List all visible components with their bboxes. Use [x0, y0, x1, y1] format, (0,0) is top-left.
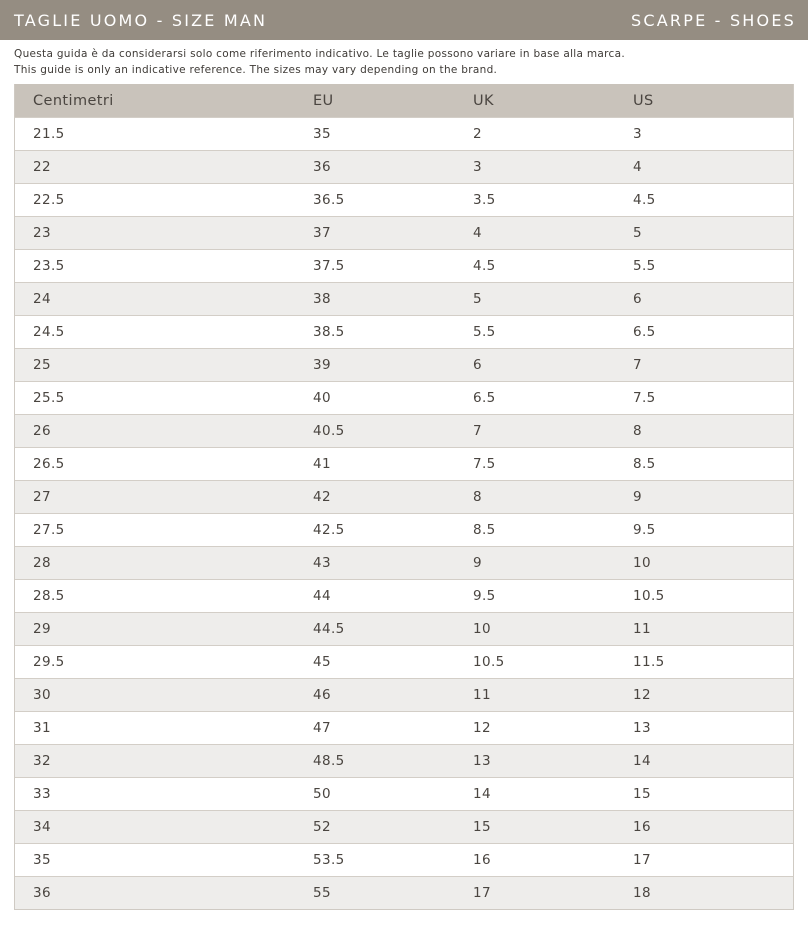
cell-us: 6: [633, 291, 642, 307]
cell-us: 18: [633, 885, 651, 901]
cell-us: 16: [633, 819, 651, 835]
cell-eu: 42.5: [313, 522, 345, 538]
cell-eu: 44.5: [313, 621, 345, 637]
table-row: [15, 612, 793, 645]
cell-us: 9.5: [633, 522, 656, 538]
table-row: [15, 678, 793, 711]
table-row: [15, 876, 793, 909]
cell-uk: 5: [473, 291, 482, 307]
cell-eu: 47: [313, 720, 331, 736]
cell-uk: 17: [473, 885, 491, 901]
cell-eu: 45: [313, 654, 331, 670]
cell-us: 9: [633, 489, 642, 505]
cell-eu: 36: [313, 159, 331, 175]
cell-us: 8.5: [633, 456, 656, 472]
table-row: [15, 546, 793, 579]
table-header-row: [15, 84, 793, 117]
table-row: [15, 579, 793, 612]
cell-uk: 12: [473, 720, 491, 736]
cell-eu: 38: [313, 291, 331, 307]
cell-us: 4.5: [633, 192, 656, 208]
cell-centimetri: 27.5: [33, 522, 65, 538]
cell-centimetri: 23: [33, 225, 51, 241]
cell-uk: 2: [473, 126, 482, 142]
cell-centimetri: 29: [33, 621, 51, 637]
cell-eu: 44: [313, 588, 331, 604]
cell-centimetri: 28.5: [33, 588, 65, 604]
cell-us: 4: [633, 159, 642, 175]
cell-eu: 42: [313, 489, 331, 505]
cell-centimetri: 21.5: [33, 126, 65, 142]
cell-uk: 3: [473, 159, 482, 175]
table-row: [15, 414, 793, 447]
cell-us: 5.5: [633, 258, 656, 274]
cell-eu: 43: [313, 555, 331, 571]
cell-us: 8: [633, 423, 642, 439]
cell-us: 11.5: [633, 654, 665, 670]
table-row: [15, 282, 793, 315]
cell-eu: 38.5: [313, 324, 345, 340]
cell-centimetri: 26.5: [33, 456, 65, 472]
header-eu: EU: [313, 92, 334, 109]
cell-uk: 10.5: [473, 654, 505, 670]
table-row: [15, 315, 793, 348]
cell-eu: 40: [313, 390, 331, 406]
header-uk: UK: [473, 92, 494, 109]
table-row: [15, 480, 793, 513]
cell-us: 7.5: [633, 390, 656, 406]
cell-us: 14: [633, 753, 651, 769]
cell-uk: 10: [473, 621, 491, 637]
cell-uk: 3.5: [473, 192, 496, 208]
cell-uk: 13: [473, 753, 491, 769]
cell-uk: 7.5: [473, 456, 496, 472]
page-title: TAGLIE UOMO - SIZE MAN: [14, 10, 268, 30]
cell-centimetri: 24.5: [33, 324, 65, 340]
cell-uk: 6: [473, 357, 482, 373]
cell-centimetri: 28: [33, 555, 51, 571]
cell-uk: 8: [473, 489, 482, 505]
cell-centimetri: 27: [33, 489, 51, 505]
table-row: [15, 843, 793, 876]
cell-uk: 4.5: [473, 258, 496, 274]
cell-uk: 16: [473, 852, 491, 868]
table-row: [15, 381, 793, 414]
header-us: US: [633, 92, 654, 109]
cell-centimetri: 34: [33, 819, 51, 835]
cell-centimetri: 22.5: [33, 192, 65, 208]
cell-us: 10.5: [633, 588, 665, 604]
cell-us: 5: [633, 225, 642, 241]
cell-eu: 36.5: [313, 192, 345, 208]
cell-centimetri: 24: [33, 291, 51, 307]
cell-eu: 48.5: [313, 753, 345, 769]
table-row: [15, 183, 793, 216]
cell-us: 15: [633, 786, 651, 802]
cell-us: 6.5: [633, 324, 656, 340]
disclaimer-italian: Questa guida è da considerarsi solo come riferimento indicativo. Le taglie possono variare in base alla marca.: [14, 48, 625, 60]
table-row: [15, 645, 793, 678]
table-row: [15, 810, 793, 843]
cell-centimetri: 23.5: [33, 258, 65, 274]
page-header: [0, 0, 808, 40]
cell-us: 10: [633, 555, 651, 571]
cell-uk: 9.5: [473, 588, 496, 604]
cell-uk: 8.5: [473, 522, 496, 538]
cell-eu: 41: [313, 456, 331, 472]
cell-us: 7: [633, 357, 642, 373]
cell-eu: 53.5: [313, 852, 345, 868]
cell-centimetri: 35: [33, 852, 51, 868]
cell-uk: 11: [473, 687, 491, 703]
cell-centimetri: 36: [33, 885, 51, 901]
cell-uk: 4: [473, 225, 482, 241]
header-centimetri: Centimetri: [33, 92, 114, 109]
cell-us: 12: [633, 687, 651, 703]
cell-eu: 37: [313, 225, 331, 241]
table-row: [15, 447, 793, 480]
cell-eu: 40.5: [313, 423, 345, 439]
cell-us: 11: [633, 621, 651, 637]
disclaimer-english: This guide is only an indicative reference. The sizes may vary depending on the brand.: [14, 64, 498, 76]
cell-uk: 14: [473, 786, 491, 802]
cell-centimetri: 25.5: [33, 390, 65, 406]
cell-centimetri: 25: [33, 357, 51, 373]
cell-centimetri: 33: [33, 786, 51, 802]
table-row: [15, 777, 793, 810]
size-table: [14, 84, 794, 910]
cell-centimetri: 31: [33, 720, 51, 736]
cell-centimetri: 32: [33, 753, 51, 769]
cell-eu: 35: [313, 126, 331, 142]
cell-eu: 55: [313, 885, 331, 901]
cell-eu: 46: [313, 687, 331, 703]
cell-uk: 6.5: [473, 390, 496, 406]
cell-centimetri: 29.5: [33, 654, 65, 670]
table-row: [15, 348, 793, 381]
cell-eu: 52: [313, 819, 331, 835]
cell-uk: 5.5: [473, 324, 496, 340]
cell-uk: 9: [473, 555, 482, 571]
cell-eu: 39: [313, 357, 331, 373]
table-row: [15, 117, 793, 150]
cell-eu: 50: [313, 786, 331, 802]
cell-uk: 7: [473, 423, 482, 439]
table-row: [15, 711, 793, 744]
table-row: [15, 150, 793, 183]
table-row: [15, 744, 793, 777]
cell-us: 3: [633, 126, 642, 142]
cell-centimetri: 30: [33, 687, 51, 703]
table-row: [15, 513, 793, 546]
table-row: [15, 249, 793, 282]
section-title: SCARPE - SHOES: [631, 10, 796, 30]
cell-us: 13: [633, 720, 651, 736]
cell-us: 17: [633, 852, 651, 868]
cell-uk: 15: [473, 819, 491, 835]
cell-eu: 37.5: [313, 258, 345, 274]
table-row: [15, 216, 793, 249]
cell-centimetri: 26: [33, 423, 51, 439]
cell-centimetri: 22: [33, 159, 51, 175]
disclaimer: [0, 40, 808, 78]
